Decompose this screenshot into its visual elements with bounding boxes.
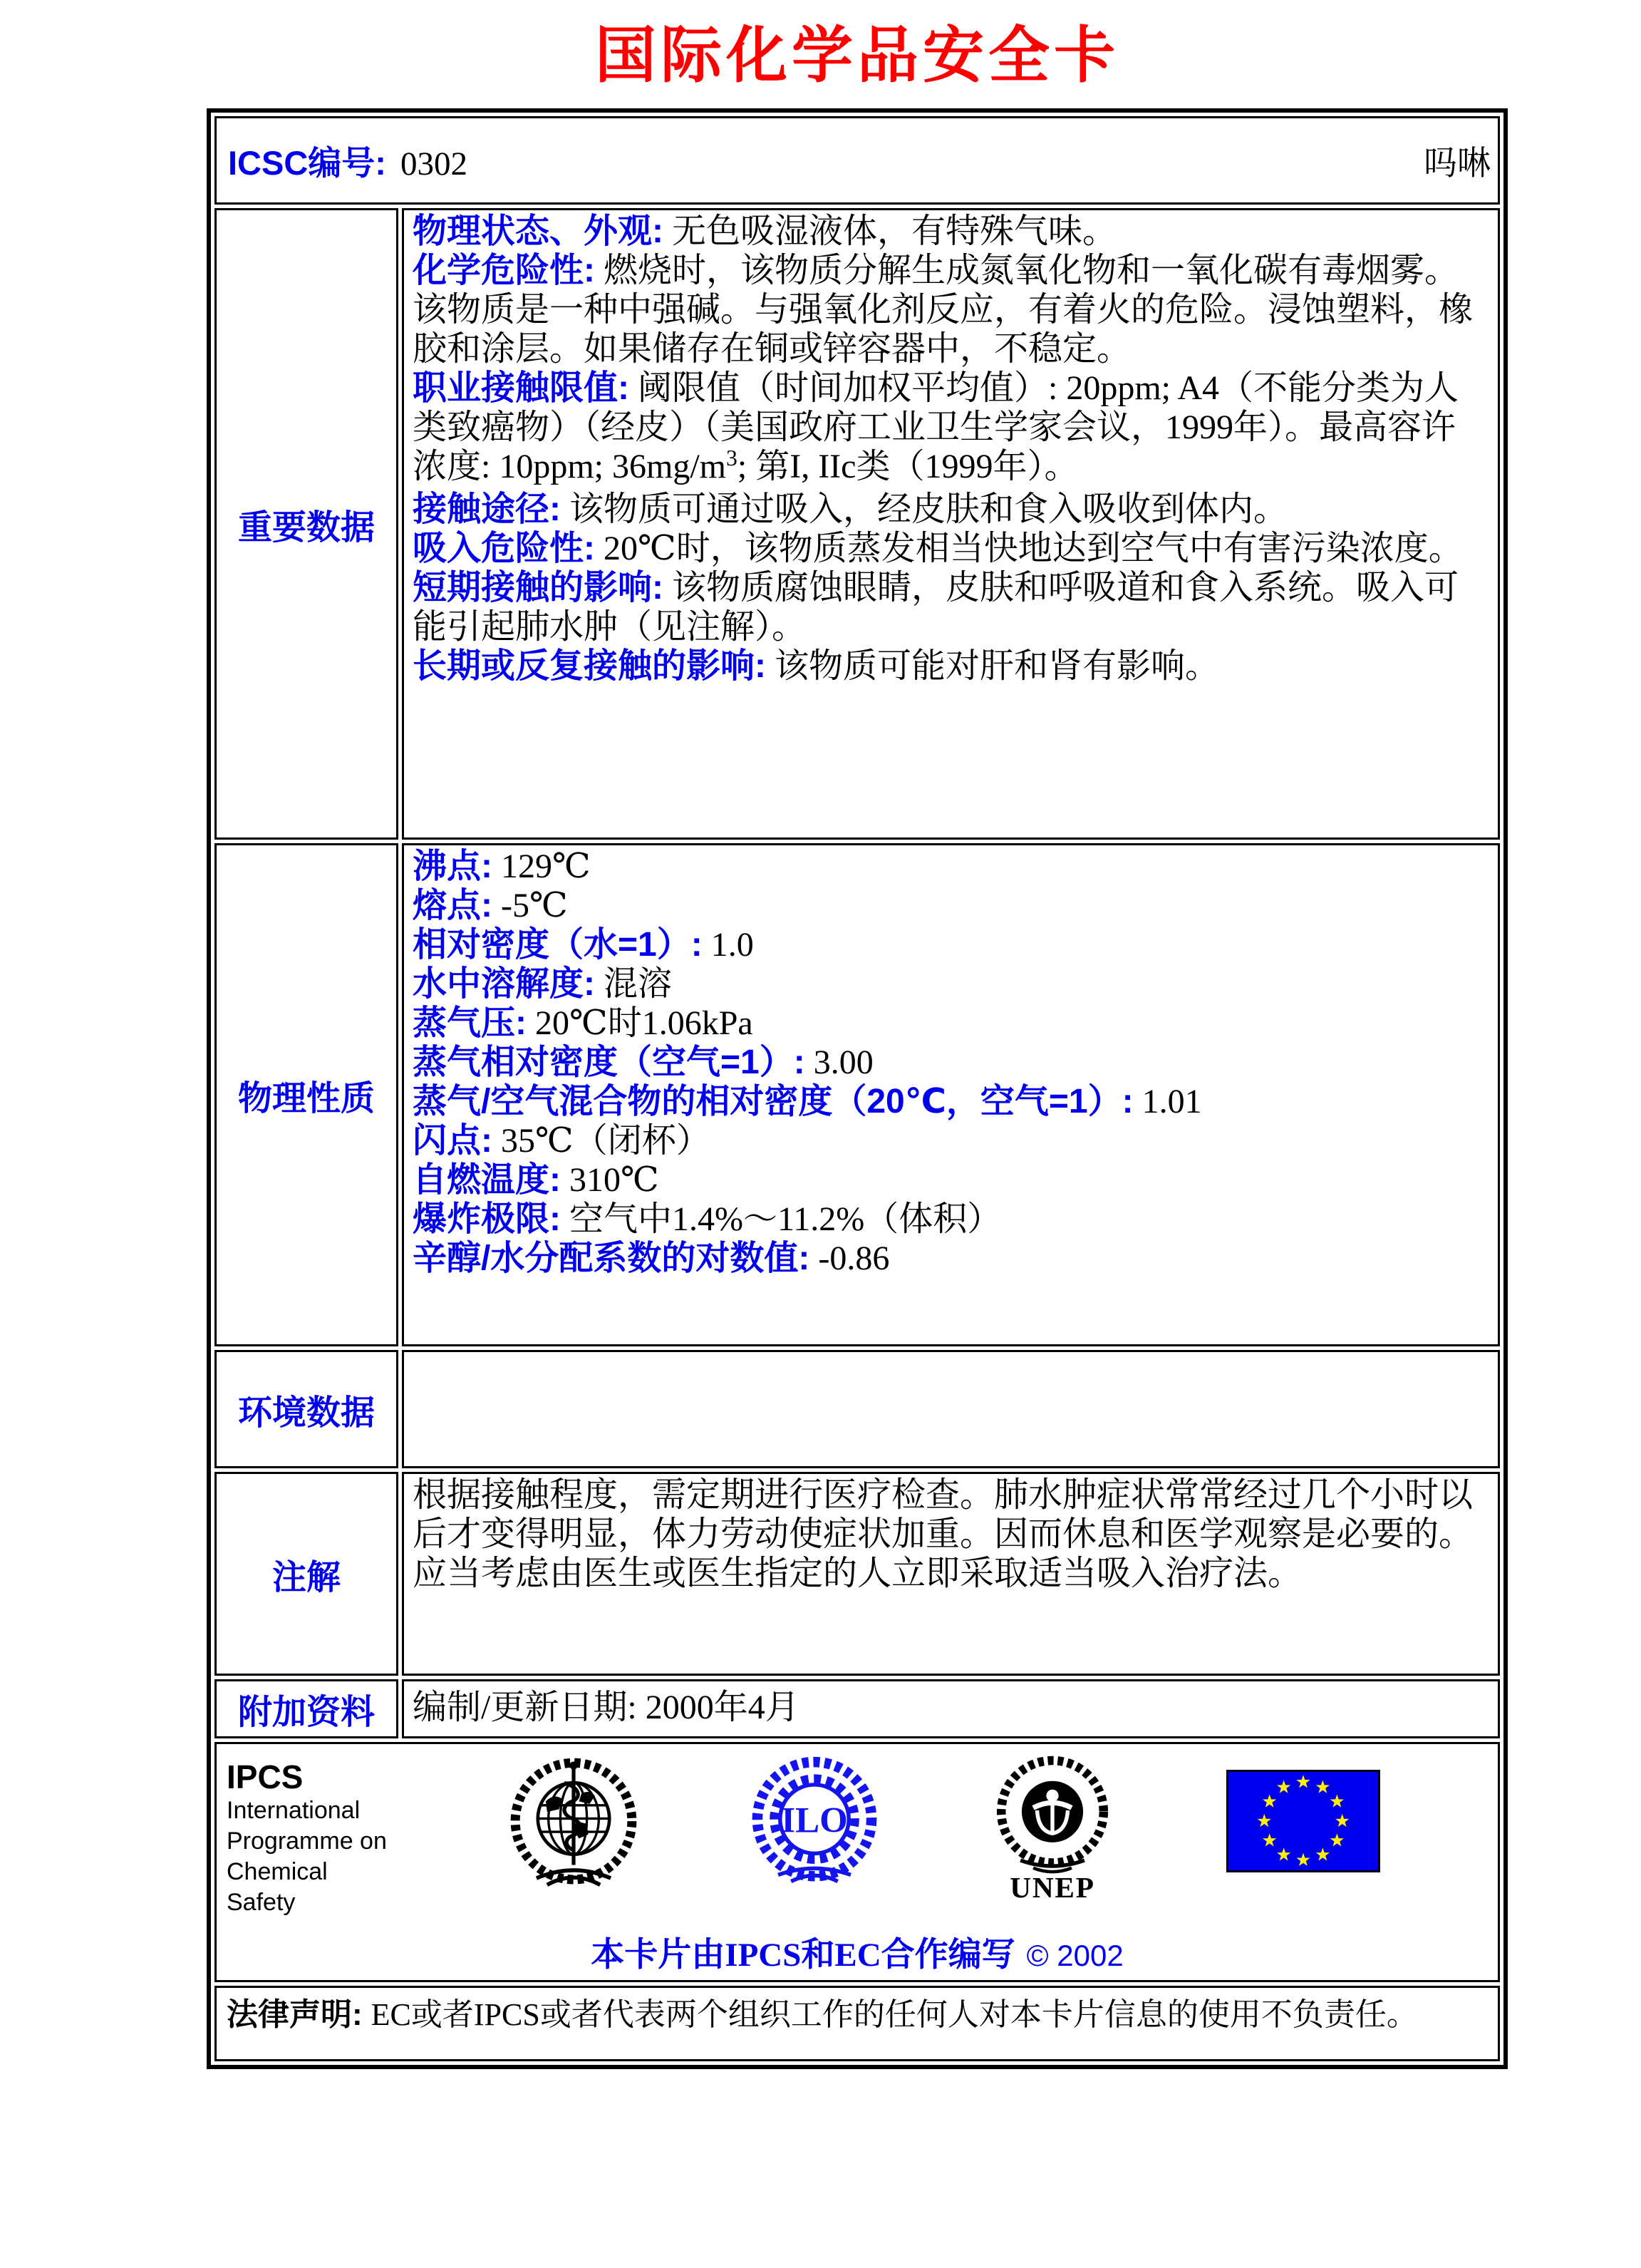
property-label: 沸点:	[413, 847, 492, 885]
ipcs-line-2: Programme on	[227, 1828, 387, 1855]
property-line	[413, 490, 1489, 529]
property-line	[413, 212, 1489, 251]
physical-properties-row	[214, 843, 1500, 1346]
logos-row	[214, 1742, 1500, 1982]
property-label: 水中溶解度:	[413, 965, 595, 1003]
property-value: 燃烧时，该物质分解生成氮氧化物和一氧化碳有毒烟雾。该物质是一种中强碱。与强氧化剂反应，有着火的危险。浸蚀塑料，橡胶和涂层。如果储存在铜或锌容器中，不稳定。	[413, 252, 1474, 368]
cooperation-caption	[217, 1928, 1498, 1976]
additional-info-content	[402, 1679, 1500, 1738]
icsc-number-value: 0302	[400, 145, 467, 182]
property-label: 闪点:	[413, 1122, 492, 1160]
property-line	[413, 1082, 1489, 1121]
property-label: 职业接触限值:	[413, 369, 629, 407]
property-value: -0.86	[818, 1239, 890, 1277]
property-line	[413, 1043, 1489, 1082]
ipcs-acronym: IPCS	[227, 1758, 304, 1795]
property-line	[413, 964, 1489, 1004]
property-value: 该物质可通过吸入，经皮肤和食入吸收到体内。	[569, 490, 1288, 528]
property-value: 阈限值（时间加权平均值）: 20ppm; A4（不能分类为人类致癌物）（经皮）（美国政府工业卫生学家会议，1999年）。最高容许浓度: 10ppm; $36mg/m^3$; 第I, IIc类（1999年）。	[413, 369, 1459, 485]
icsc-table	[207, 108, 1508, 2069]
property-value: -5℃	[501, 887, 568, 924]
environmental-data-content	[402, 1350, 1500, 1468]
legal-notice-label: 法律声明:	[227, 1997, 363, 2032]
icsc-card-page	[207, 6, 1508, 2069]
header-bar	[217, 118, 1498, 202]
property-value: 35℃（闭杯）	[501, 1122, 710, 1160]
eu-flag-wrap	[1226, 1770, 1380, 1876]
property-label: 熔点:	[413, 887, 492, 924]
property-label: 接触途径:	[413, 490, 561, 528]
property-value: 310℃	[569, 1161, 659, 1199]
property-line	[413, 925, 1489, 964]
section-label-environmental-data: 环境数据	[214, 1350, 398, 1468]
important-data-row	[214, 208, 1500, 840]
property-line	[413, 1121, 1489, 1160]
property-value: 该物质可能对肝和肾有影响。	[775, 647, 1220, 685]
legal-row	[214, 1986, 1500, 2061]
logos-bar	[217, 1754, 1498, 1918]
property-line	[413, 1004, 1489, 1043]
property-value: 1.01	[1142, 1083, 1202, 1120]
property-line	[413, 251, 1489, 368]
property-value: 3.00	[813, 1043, 874, 1081]
eu-flag-icon	[1226, 1770, 1380, 1872]
icsc-number-label: ICSC编号:	[228, 143, 386, 182]
section-label-notes: 注解	[214, 1472, 398, 1676]
section-label-important-data: 重要数据	[214, 208, 398, 840]
property-line	[413, 368, 1489, 490]
property-value: 20℃时1.06kPa	[535, 1004, 753, 1042]
update-date-label: 编制/更新日期:	[413, 1689, 637, 1726]
section-label-additional-info: 附加资料	[214, 1679, 398, 1738]
ilo-logo-icon	[750, 1754, 879, 1887]
property-line	[413, 1160, 1489, 1200]
section-label-physical-properties: 物理性质	[214, 843, 398, 1346]
ipcs-line-1: International	[227, 1797, 361, 1824]
ilo-logo-text: ILO	[780, 1800, 848, 1841]
physical-properties-content	[402, 843, 1500, 1346]
legal-notice-text: EC或者IPCS或者代表两个组织工作的任何人对本卡片信息的使用不负责任。	[371, 1997, 1418, 2032]
property-line	[413, 646, 1489, 686]
property-label: 吸入危险性:	[413, 530, 595, 567]
environmental-data-row	[214, 1350, 1500, 1468]
property-label: 长期或反复接触的影响:	[413, 647, 766, 685]
property-label: 爆炸极限:	[413, 1200, 561, 1238]
property-value: 混溶	[604, 965, 673, 1003]
physical-properties-list	[413, 847, 1489, 1278]
notes-content: 根据接触程度，需定期进行医疗检查。肺水肿症状常常经过几个小时以后才变得明显，体力劳动使症状加重。因而休息和医学观察是必要的。应当考虑由医生或医生指定的人立即采取适当吸入治疗法。	[402, 1472, 1500, 1676]
property-label: 物理状态、外观:	[413, 212, 663, 250]
property-value: 129℃	[501, 847, 591, 885]
property-value: 20℃时，该物质蒸发相当快地达到空气中有害污染浓度。	[604, 530, 1463, 567]
property-label: 短期接触的影响:	[413, 569, 663, 607]
property-line	[413, 847, 1489, 886]
icsc-number-group	[228, 137, 467, 185]
page-title: 国际化学品安全卡	[595, 19, 1119, 91]
notes-row	[214, 1472, 1500, 1676]
property-line	[413, 568, 1489, 646]
additional-info-row	[214, 1679, 1500, 1738]
header-row	[214, 116, 1500, 205]
property-line	[413, 529, 1489, 568]
property-label: 蒸气压:	[413, 1004, 527, 1042]
ipcs-line-3: Chemical Safety	[227, 1858, 328, 1916]
property-label: 化学危险性:	[413, 252, 595, 289]
property-value: 无色吸湿液体，有特殊气味。	[672, 212, 1117, 250]
property-label: 蒸气/空气混合物的相对密度（20℃，空气=1）:	[413, 1083, 1134, 1120]
property-line	[413, 886, 1489, 925]
chemical-name: 吗啉	[1424, 145, 1491, 182]
property-line	[413, 1239, 1489, 1278]
property-line	[413, 1200, 1489, 1239]
property-label: 蒸气相对密度（空气=1）:	[413, 1043, 805, 1081]
property-value: 空气中1.4%～11.2%（体积）	[569, 1200, 1002, 1238]
property-label: 相对密度（水=1）:	[413, 926, 703, 964]
property-label: 辛醇/水分配系数的对数值:	[413, 1239, 810, 1277]
unep-logo-icon	[988, 1754, 1117, 1904]
property-value: 1.0	[710, 926, 754, 964]
copyright-text: © 2002	[1026, 1939, 1124, 1972]
legal-notice	[214, 1986, 1500, 2061]
who-logo-icon	[507, 1754, 640, 1891]
update-date-value: 2000年4月	[645, 1689, 799, 1726]
ipcs-text-block	[227, 1758, 398, 1918]
property-label: 自燃温度:	[413, 1161, 561, 1199]
property-value: 该物质腐蚀眼睛，皮肤和呼吸道和食入系统。吸入可能引起肺水肿（见注解）。	[413, 569, 1459, 646]
cooperation-caption-text: 本卡片由IPCS和EC合作编写	[591, 1937, 1015, 1974]
important-data-list	[413, 212, 1489, 686]
important-data-content	[402, 208, 1500, 840]
unep-logo-text: UNEP	[1010, 1871, 1096, 1904]
